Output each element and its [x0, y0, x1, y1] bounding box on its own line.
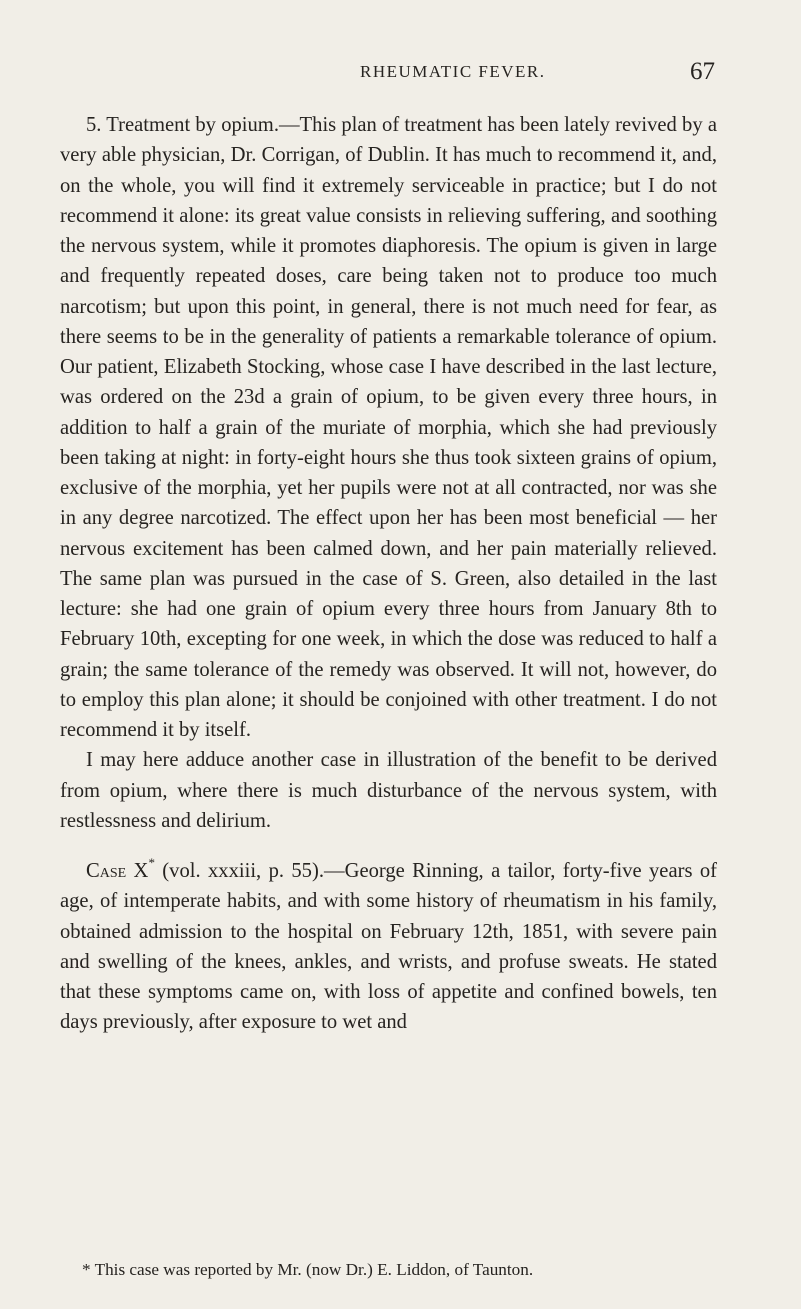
paragraph-adduce-case: I may here adduce another case in illustration of the benefit to be derived from opium, where there is much disturbance of the nervous system, with restlessness and delirium.: [60, 749, 717, 832]
paragraph-treatment-by-opium: 5. Treatment by opium.—This plan of treatment has been lately revived by a very able physician, Dr. Corrigan, of Dublin. It has much to recommend it, and, on the whole, you will find it extremely serviceable in practice; but I do not recommend it alone: its great value consists in relieving suffering, and soothing the nervous system, while it promotes diaphoresis. The opium is given in large and frequently repeated doses, care being taken not to produce too much narcotism; but upon this point, in general, there is not much need for fear, as there seems to be in the generality of patients a remarkable tolerance of opium. Our patient, Elizabeth Stocking, whose case I have described in the last lecture, was ordered on the 23d a grain of opium, to be given every three hours, in addition to half a grain of the muriate of morphia, which she had previously been taking at night: in forty-eight hours she thus took sixteen grains of opium, exclusive of the morphia, yet her pupils were not at all contracted, nor was she in any degree narcotized. The effect upon her has been most beneficial — her nervous excitement has been calmed down, and her pain materially relieved. The same plan was pursued in the case of S. Green, also detailed in the last lecture: she had one grain of opium every three hours from January 8th to February 10th, excepting for one week, in which the dose was reduced to half a grain; the same tolerance of the remedy was observed. It will not, however, do to employ this plan alone; it should be conjoined with other treatment. I do not recommend it by itself.: [60, 114, 717, 741]
footnote-marker: *: [148, 855, 155, 871]
running-title: RHEUMATIC FEVER.: [360, 62, 546, 81]
paragraph-case-report: [60, 856, 717, 1038]
case-lead: Case X: [86, 860, 149, 882]
footnote: * This case was reported by Mr. (now Dr.) E. Liddon, of Taunton.: [82, 1260, 534, 1279]
body-text: [60, 110, 717, 1038]
case-text: (vol. xxxiii, p. 55).—George Rinning, a tailor, forty-five years of age, of intemperate habits, and with some history of rheumatism in his family, obtained admission to the hospital on February 12th, 1851, with severe pain and swelling of the knees, ankles, and wrists, and profuse sweats. He stated that these symptoms came on, with loss of appetite and confined bowels, ten days previously, after exposure to wet and: [60, 860, 717, 1034]
running-head: [0, 58, 801, 88]
paragraph-gap: [60, 836, 717, 856]
page-number: 67: [690, 58, 715, 85]
